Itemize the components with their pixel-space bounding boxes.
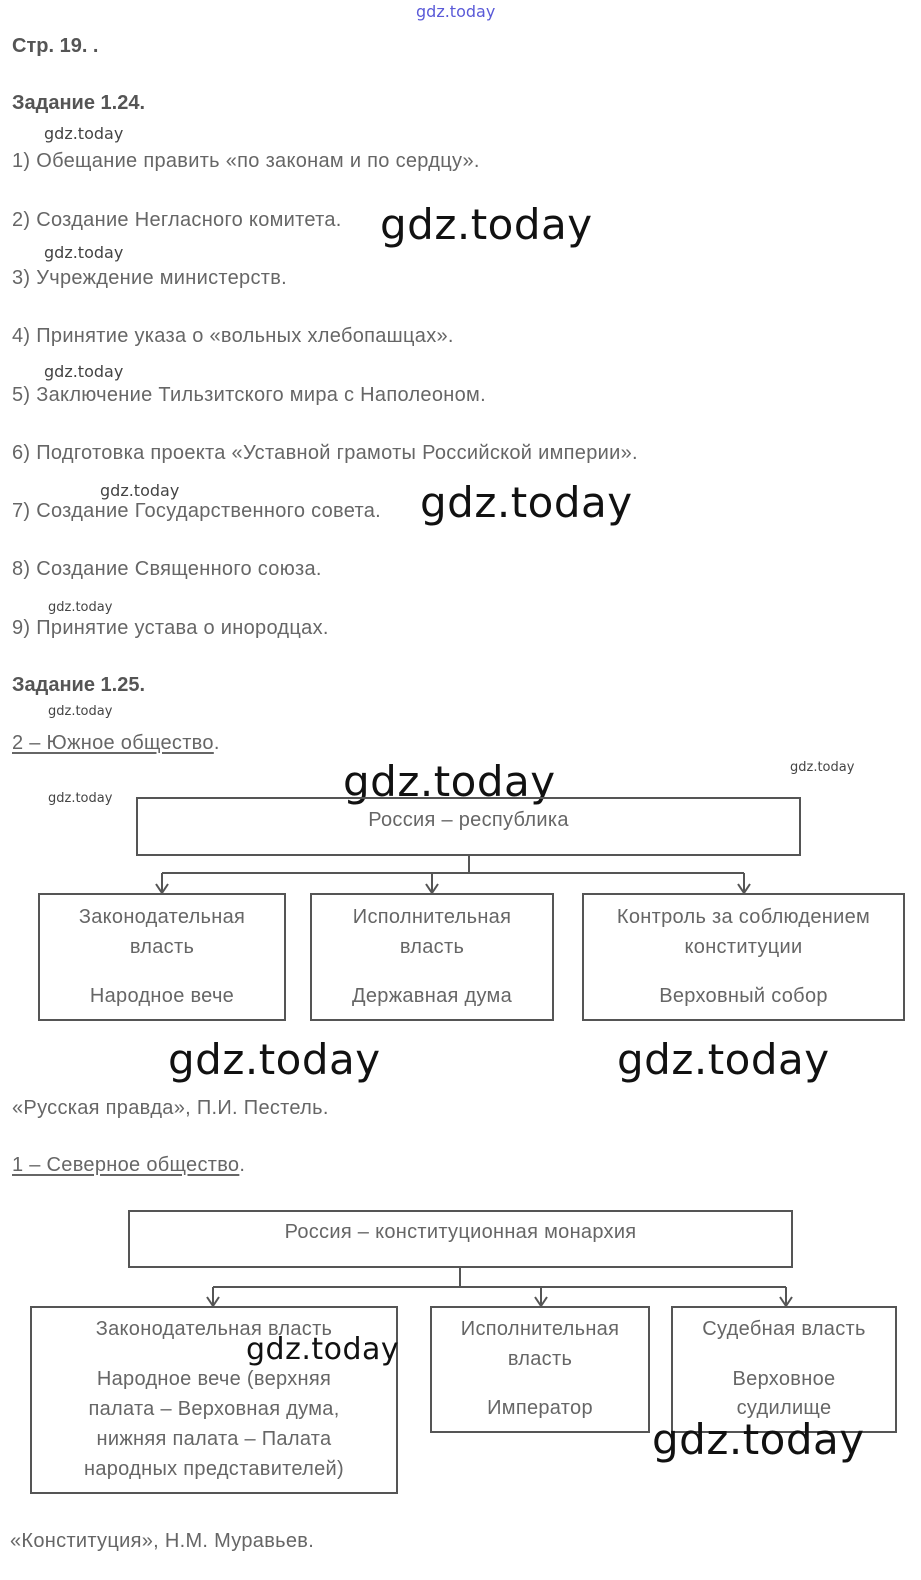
task-124-item-7: 7) Создание Государственного совета. [12,500,382,522]
watermark-small: gdz.today [48,704,113,719]
north-box-executive-line1: Исполнительная [460,1318,620,1340]
north-society-title-dot: . [239,1154,246,1176]
north-box-judicial-line3: Верховное [732,1368,836,1390]
watermark-small: gdz.today [48,600,113,615]
south-box-executive-line1: Исполнительная [352,906,512,928]
north-society-title-text: 1 – Северное общество [12,1154,240,1176]
north-box-executive [430,1306,650,1433]
watermark-large: gdz.today [168,1035,381,1084]
watermark-large: gdz.today [652,1415,865,1464]
page-label: Стр. 19. . [12,35,99,57]
task-124-item-1: 1) Обещание править «по законам и по сердцу». [12,150,480,172]
south-box-executive-body: Державная дума [352,985,512,1007]
task-124-item-2: 2) Создание Негласного комитета. [12,209,342,231]
south-box-legislative-line2: власть [129,936,195,958]
watermark-small: gdz.today [44,243,124,262]
south-box-control-line2: конституции [684,936,803,958]
watermark-large: gdz.today [343,757,556,806]
task-124-item-9: 9) Принятие устава о инородцах. [12,617,329,639]
task-124-item-4: 4) Принятие указа о «вольных хлебопашцах». [12,325,454,347]
watermark-large: gdz.today [380,200,593,249]
task-124-heading: Задание 1.24. [12,92,146,114]
north-box-executive-line2: власть [507,1348,573,1370]
north-box-judicial [671,1306,897,1433]
task-124-item-6: 6) Подготовка проекта «Уставной грамоты Российской империи». [12,442,638,464]
watermark-large: gdz.today [617,1035,830,1084]
watermark-large: gdz.today [246,1332,400,1367]
north-root-box [128,1210,793,1268]
watermark-small: gdz.today [100,481,180,500]
watermark-large: gdz.today [420,478,633,527]
north-box-judicial-line4: судилище [736,1397,832,1419]
south-box-executive-line2: власть [399,936,465,958]
south-root-label: Россия – республика [368,809,569,831]
task-124-item-8: 8) Создание Священного союза. [12,558,322,580]
watermark-small: gdz.today [44,362,124,381]
task-125-heading: Задание 1.25. [12,674,146,696]
watermark-top: gdz.today [416,2,496,21]
south-box-control-body: Верховный собор [659,985,828,1007]
watermark-small: gdz.today [48,791,113,806]
task-124-item-5: 5) Заключение Тильзитского мира с Наполеоном. [12,384,486,406]
north-box-legislative-line4: палата – Верховная дума, [88,1398,340,1420]
task-124-item-3: 3) Учреждение министерств. [12,267,288,289]
south-society-title-text: 2 – Южное общество [12,732,214,754]
north-source: «Конституция», Н.М. Муравьев. [10,1530,315,1552]
north-box-legislative-line6: народных представителей) [83,1458,344,1480]
south-source: «Русская правда», П.И. Пестель. [12,1097,329,1119]
south-box-legislative-body: Народное вече [89,985,235,1007]
north-box-judicial-line1: Судебная власть [702,1318,866,1340]
north-box-legislative-line3: Народное вече (верхняя [96,1368,332,1390]
north-box-executive-line3: Император [487,1397,593,1419]
watermark-small: gdz.today [44,124,124,143]
north-root-label: Россия – конституционная монархия [284,1221,637,1243]
north-box-legislative-line1: Законодательная власть [95,1318,333,1340]
south-box-control-line1: Контроль за соблюдением [616,906,871,928]
north-box-legislative-line5: нижняя палата – Палата [96,1428,332,1450]
south-society-title-dot: . [213,732,220,754]
watermark-small: gdz.today [790,760,855,775]
south-box-legislative-line1: Законодательная [78,906,246,928]
